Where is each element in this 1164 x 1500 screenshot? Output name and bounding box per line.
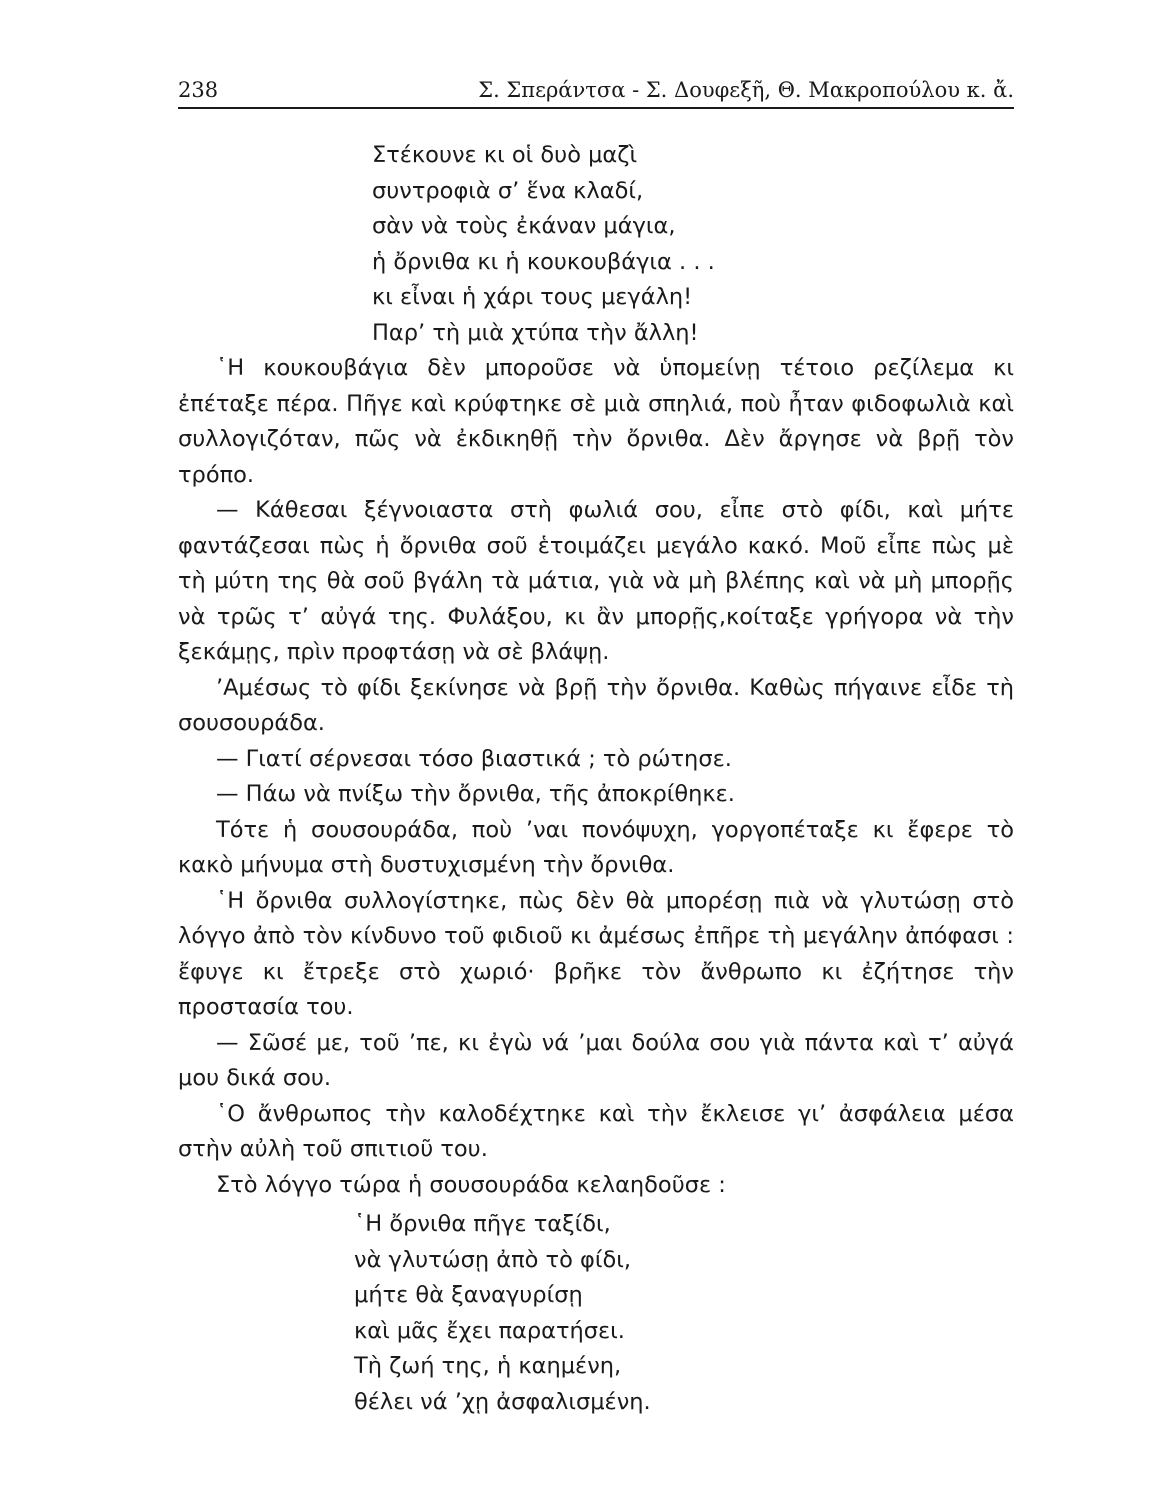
poem-stanza-2 (178, 1207, 1014, 1420)
poem-line: κι εἶναι ἡ χάρι τους μεγάλη! (372, 284, 693, 310)
poem-line: Στέκουνε κι οἱ δυὸ μαζὶ (372, 142, 638, 168)
body-text (178, 138, 1014, 1420)
paragraph: ῾Η κουκουβάγια δὲν μποροῦσε νὰ ὑπομείνῃ τέτοιο ρεζίλεμα κι ἐπέταξε πέρα. Πῆγε καὶ κρύφτηκε σὲ μιὰ σπηλιά, ποὺ ἦταν φιδοφωλιὰ καὶ συλλογιζόταν, πῶς νὰ ἐκδικηθῇ τὴν ὄρνιθα. Δὲν ἄργησε νὰ βρῇ τὸν τρόπο. (178, 355, 1014, 488)
poem-line: νὰ γλυτώσῃ ἀπὸ τὸ φίδι, (354, 1246, 632, 1273)
page-number: 238 (178, 78, 219, 102)
paragraph: ῾Ο ἄνθρωπος τὴν καλοδέχτηκε καὶ τὴν ἔκλεισε γι’ ἀσφάλεια μέσα στὴν αὐλὴ τοῦ σπιτιοῦ του. (178, 1100, 1014, 1162)
running-head: Σ. Σπεράντσα - Σ. Δουφεξῆ, Θ. Μακροπούλου κ. ἄ. (478, 78, 1014, 102)
paragraph: — Κάθεσαι ξέγνοιαστα στὴ φωλιά σου, εἶπε στὸ φίδι, καὶ μήτε φαντάζεσαι πὼς ἡ ὄρνιθα σοῦ ἑτοιμάζει μεγάλο κακό. Μοῦ εἶπε πὼς μὲ τὴ μύτη της θὰ σοῦ βγάλη τὰ μάτια, γιὰ νὰ μὴ βλέπης καὶ νὰ μὴ μπορῇς νὰ τρῶς τ’ αὐγά της. Φυλάξου, κι ἂν μπορῇς,κοίταξε γρήγορα νὰ τὴν ξεκάμῃς, πρὶν προφτάσῃ νὰ σὲ βλάψῃ. (178, 497, 1014, 665)
poem-line: μήτε θὰ ξαναγυρίσῃ (354, 1282, 583, 1308)
paragraph: ’Αμέσως τὸ φίδι ξεκίνησε νὰ βρῇ τὴν ὄρνιθα. Καθὼς πήγαινε εἶδε τὴ σουσουράδα. (178, 674, 1014, 736)
poem-line: ῾Η ὄρνιθα πῆγε ταξίδι, (354, 1211, 611, 1237)
header-rule (178, 107, 1014, 109)
poem-line: θέλει νά ’χῃ ἀσφαλισμένη. (354, 1388, 651, 1415)
poem-line: σὰν νὰ τοὺς ἐκάναν μάγια, (372, 213, 676, 239)
paragraph: Τότε ἡ σουσουράδα, ποὺ ’ναι πονόψυχη, γοργοπέταξε κι ἔφερε τὸ κακὸ μήνυμα στὴ δυστυχισμένη τὴν ὄρνιθα. (178, 816, 1014, 878)
poem-line: συντροφιὰ σ’ ἕνα κλαδί, (372, 177, 644, 204)
poem-stanza-1 (178, 138, 1014, 351)
poem-line: ἡ ὄρνιθα κι ἡ κουκουβάγια . . . (372, 248, 715, 275)
poem-line: καὶ μᾶς ἔχει παρατήσει. (354, 1317, 625, 1344)
poem-line: Παρ’ τὴ μιὰ χτύπα τὴν ἄλλη! (372, 319, 699, 346)
paragraph: — Σῶσέ με, τοῦ ’πε, κι ἐγὼ νά ’μαι δούλα σου γιὰ πάντα καὶ τ’ αὐγά μου δικά σου. (178, 1029, 1014, 1091)
paragraph: ῾Η ὄρνιθα συλλογίστηκε, πὼς δὲν θὰ μπορέσῃ πιὰ νὰ γλυτώσῃ στὸ λόγγο ἀπὸ τὸν κίνδυνο τοῦ φιδιοῦ κι ἀμέσως ἐπῆρε τὴ μεγάλην ἀπόφασι : ἔφυγε κι ἔτρεξε στὸ χωριό· βρῆκε τὸν ἄνθρωπο κι ἐζήτησε τὴν προστασία του. (178, 887, 1014, 1020)
paragraph: Στὸ λόγγο τώρα ἡ σουσουράδα κελαηδοῦσε : (216, 1171, 726, 1198)
paragraph: — Γιατί σέρνεσαι τόσο βιαστικά ; τὸ ρώτησε. (216, 745, 732, 772)
poem-line: Τὴ ζωή της, ἡ καημένη, (354, 1353, 622, 1379)
paragraph: — Πάω νὰ πνίξω τὴν ὄρνιθα, τῆς ἀποκρίθηκε. (216, 781, 735, 807)
